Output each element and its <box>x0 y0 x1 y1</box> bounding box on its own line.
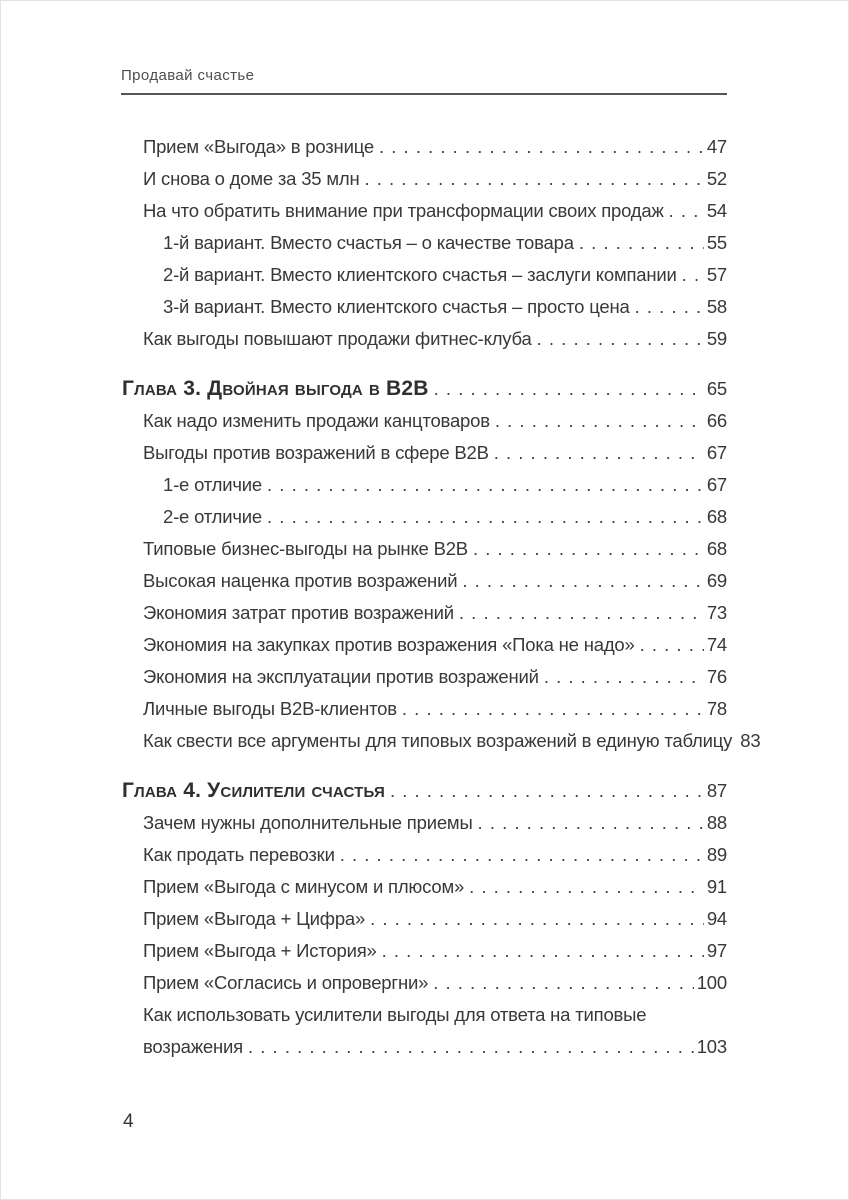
toc-entry-title: Прием «Выгода + История» <box>143 940 377 961</box>
toc-entry-title: 2-е отличие <box>163 506 263 527</box>
toc-entry <box>122 437 727 469</box>
toc-entry <box>122 903 727 935</box>
page-header <box>121 67 727 95</box>
toc-entry-page: 52 <box>706 168 727 189</box>
toc-entry-title: Прием «Выгода» в рознице <box>143 136 374 157</box>
toc-entry-title: Экономия на эксплуатации против возражений <box>143 666 539 687</box>
toc-entry-title: возражения <box>143 1036 243 1057</box>
dot-leader <box>402 693 704 725</box>
dot-leader <box>340 839 704 871</box>
dot-leader <box>669 195 704 227</box>
dot-leader <box>267 501 704 533</box>
toc-entry-title: Прием «Выгода + Цифра» <box>143 908 366 929</box>
toc-entry-page: 103 <box>696 1036 727 1057</box>
toc-entry-page: 76 <box>706 666 727 687</box>
dot-leader <box>469 871 704 903</box>
toc-entry-page: 94 <box>706 908 727 929</box>
dot-leader <box>434 373 704 405</box>
toc-entry <box>122 629 727 661</box>
dot-leader <box>379 131 704 163</box>
toc-entry-title: Экономия на закупках против возражения «Пока не надо» <box>143 634 635 655</box>
page-number: 4 <box>123 1111 134 1132</box>
dot-leader <box>248 1031 694 1063</box>
toc-entry <box>122 597 727 629</box>
running-title: Продавай счастье <box>121 67 255 84</box>
dot-leader <box>495 405 704 437</box>
toc-entry <box>122 405 727 437</box>
toc-entry <box>122 163 727 195</box>
toc-entry-title: Высокая наценка против возражений <box>143 570 458 591</box>
dot-leader <box>579 227 704 259</box>
toc-entry-title: Прием «Выгода с минусом и плюсом» <box>143 876 465 897</box>
toc-entry-title: Как использовать усилители выгоды для ответа на типовые <box>143 1004 647 1025</box>
toc-entry <box>122 775 727 807</box>
toc-entry-title: 1-е отличие <box>163 474 263 495</box>
dot-leader <box>370 903 704 935</box>
dot-leader <box>390 775 704 807</box>
toc-entry-title: Глава 4. Усилители счастья <box>122 779 385 802</box>
toc-entry <box>122 501 727 533</box>
toc-entry <box>122 693 727 725</box>
dot-leader <box>364 163 703 195</box>
toc-entry-page: 88 <box>706 812 727 833</box>
toc-entry-title: Личные выгоды B2B-клиентов <box>143 698 397 719</box>
toc-entry-page: 66 <box>706 410 727 431</box>
toc-entry-page: 65 <box>706 378 727 399</box>
dot-leader <box>459 597 704 629</box>
toc-entry <box>122 661 727 693</box>
dot-leader <box>478 807 704 839</box>
toc-entry-page: 97 <box>706 940 727 961</box>
toc-entry-page: 78 <box>706 698 727 719</box>
dot-leader <box>682 259 704 291</box>
header-rule <box>121 93 727 95</box>
toc-entry-page: 55 <box>706 232 727 253</box>
toc-entry-page: 73 <box>706 602 727 623</box>
dot-leader <box>640 629 704 661</box>
toc-entry <box>122 565 727 597</box>
toc-entry <box>122 533 727 565</box>
toc-entry <box>122 195 727 227</box>
toc-entry <box>122 725 761 757</box>
toc-entry-page: 67 <box>706 442 727 463</box>
toc-entry <box>122 967 727 999</box>
toc-entry <box>122 373 727 405</box>
toc-entry-title: Как свести все аргументы для типовых возражений в единую таблицу <box>143 730 733 751</box>
dot-leader <box>494 437 704 469</box>
toc-entry-title: Выгоды против возражений в сфере B2B <box>143 442 489 463</box>
toc-entry-page: 67 <box>706 474 727 495</box>
toc-entry-title: На что обратить внимание при трансформации своих продаж <box>143 200 664 221</box>
toc-entry <box>122 131 727 163</box>
dot-leader <box>382 935 704 967</box>
toc-entry <box>122 259 727 291</box>
toc-entry-title: Экономия затрат против возражений <box>143 602 454 623</box>
toc-entry-title: Как выгоды повышают продажи фитнес-клуба <box>143 328 532 349</box>
toc-entry-title: Как продать перевозки <box>143 844 335 865</box>
table-of-contents <box>122 131 761 1063</box>
toc-entry-page: 47 <box>706 136 727 157</box>
toc-entry-title: 2-й вариант. Вместо клиентского счастья – заслуги компании <box>163 264 677 285</box>
toc-entry-title: Типовые бизнес-выгоды на рынке B2B <box>143 538 468 559</box>
toc-entry-title: 1-й вариант. Вместо счастья – о качестве товара <box>163 232 574 253</box>
toc-entry-page: 87 <box>706 780 727 801</box>
dot-leader <box>433 967 694 999</box>
toc-entry-page: 58 <box>706 296 727 317</box>
toc-entry-page: 83 <box>740 730 761 751</box>
toc-entry <box>122 935 727 967</box>
toc-entry <box>122 839 727 871</box>
toc-entry <box>122 999 727 1031</box>
toc-entry-page: 69 <box>706 570 727 591</box>
toc-entry-page: 68 <box>706 538 727 559</box>
toc-entry <box>122 469 727 501</box>
toc-entry-page: 59 <box>706 328 727 349</box>
toc-entry-page: 68 <box>706 506 727 527</box>
toc-entry-page: 100 <box>696 972 727 993</box>
toc-entry-page: 91 <box>706 876 727 897</box>
toc-entry <box>122 1031 727 1063</box>
toc-entry <box>122 807 727 839</box>
dot-leader <box>473 533 704 565</box>
toc-entry-title: И снова о доме за 35 млн <box>143 168 360 189</box>
toc-entry-title: Как надо изменить продажи канцтоваров <box>143 410 490 431</box>
toc-entry-page: 89 <box>706 844 727 865</box>
dot-leader <box>537 323 704 355</box>
toc-entry-page: 54 <box>706 200 727 221</box>
toc-entry-title: Зачем нужны дополнительные приемы <box>143 812 473 833</box>
dot-leader <box>635 291 704 323</box>
dot-leader <box>462 565 703 597</box>
toc-entry <box>122 323 727 355</box>
toc-entry-page: 57 <box>706 264 727 285</box>
toc-entry-title: 3-й вариант. Вместо клиентского счастья – просто цена <box>163 296 630 317</box>
toc-entry <box>122 291 727 323</box>
toc-entry <box>122 227 727 259</box>
toc-entry-title: Глава 3. Двойная выгода в B2B <box>122 377 429 400</box>
toc-entry <box>122 871 727 903</box>
toc-entry-title: Прием «Согласись и опровергни» <box>143 972 429 993</box>
dot-leader <box>267 469 704 501</box>
toc-entry-page: 74 <box>706 634 727 655</box>
dot-leader <box>544 661 704 693</box>
